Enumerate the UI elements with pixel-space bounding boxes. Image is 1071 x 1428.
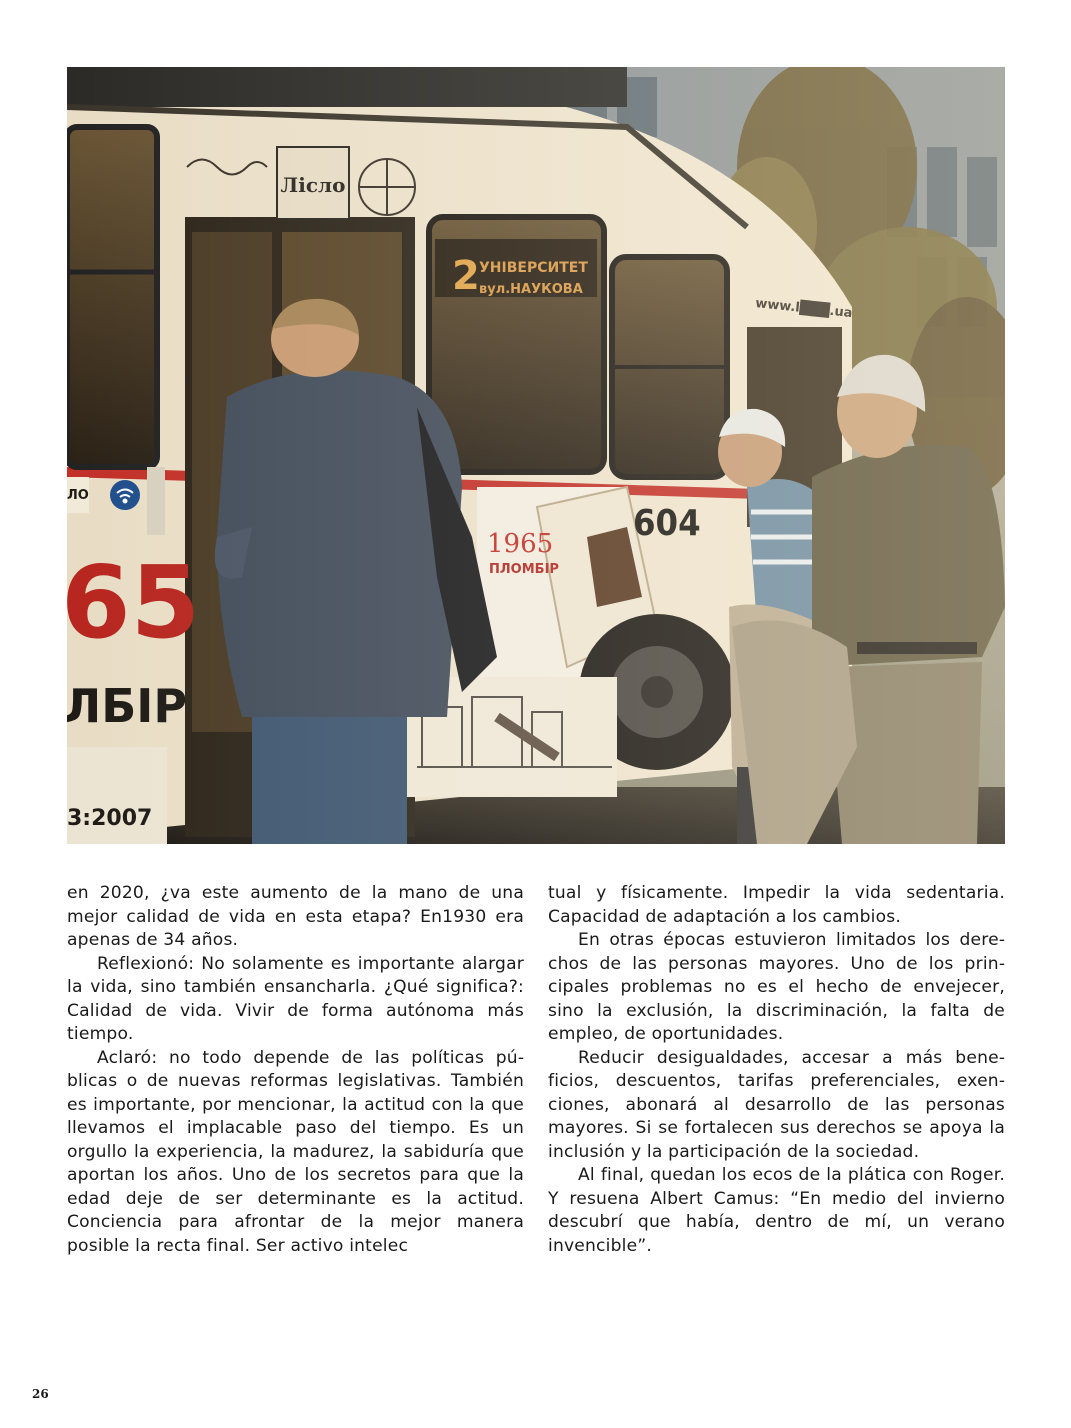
article-paragraph: En otras épocas estuvieron limitados los derechos de las personas mayores. Uno de los principales problemas no es el hecho de envejecer, sino la exclusión, la discriminación, la falta de empleo, de oportunidades. xyxy=(548,930,1005,1044)
article-paragraph: tual y físicamente. Impedir la vida sedentaria. Capacidad de adaptación a los cambios. xyxy=(548,883,1005,927)
article-column-left xyxy=(67,882,524,1258)
page-number: 26 xyxy=(32,1387,49,1401)
article-paragraph: Reducir desigualdades, accesar a más beneficios, descuentos, tarifas preferenciales, exenciones, abonará al desarrollo de las personas mayores. Si se fortalecen sus derechos se apoya la inclusión y la participación de la sociedad. xyxy=(548,1047,1005,1162)
bus-boarding-photo xyxy=(67,67,1005,844)
article-paragraph: Al final, quedan los ecos de la plática con Roger. Y resuena Albert Camus: “En medio del invierno descubrí que había, dentro de mí, un verano invencible”. xyxy=(548,1165,1005,1256)
article-paragraph: Aclaró: no todo depende de las políticas públicas o de nuevas reformas legislativas. También es importante, por mencionar, la actitud con la que llevamos el implacable paso del tiempo. Es un orgullo la experiencia, la madurez, la sabiduría que aportan los años. Uno de los secretos para que la edad deje de ser determinante es la actitud. Conciencia para afrontar de la mejor manera posible la recta final. Ser activo intelec xyxy=(67,1047,524,1256)
article-paragraph: en 2020, ¿va este aumento de la mano de una mejor calidad de vida en esta etapa? En1930 era apenas de 34 años. xyxy=(67,883,524,950)
article-column-right xyxy=(548,882,1005,1258)
article-paragraph: Reflexionó: No solamente es importante alargar la vida, sino también ensancharla. ¿Qué significa?: Calidad de vida. Vivir de forma autónoma más tiempo. xyxy=(67,953,524,1044)
